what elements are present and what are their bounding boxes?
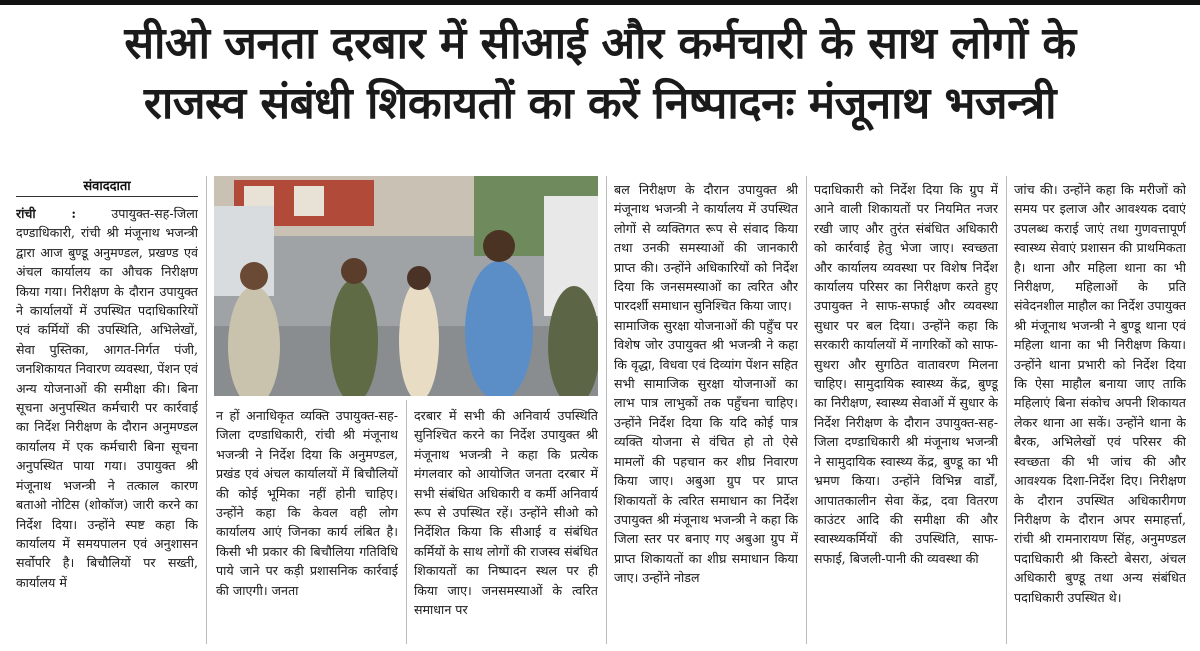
column-2-text: न हों अनाधिकृत व्यक्ति उपायुक्त-सह-जिला दण्डाधिकारी, रांची श्री मंजूनाथ भजन्त्री ने निर्देश दिया कि अनुमण्डल, प्रखंड एवं अंचल कार्यालयों में बिचौलियों की कोई भूमिका नहीं होनी चाहिए। उन्होंने कहा कि केवल वही लोग कार्यालय आएं जिनका कार्य लंबित है। किसी भी प्रकार की बिचौलिया गतिविधि पाये जाने पर कड़ी प्रशासनिक कार्रवाई की जाएगी। जनता <box>216 408 398 598</box>
column-divider <box>606 176 607 644</box>
column-divider <box>1006 176 1007 644</box>
column-divider <box>206 176 207 644</box>
article-column-5 <box>814 180 998 644</box>
headline-line-1: सीओ जनता दरबार में सीआई और कर्मचारी के साथ लोगों के <box>124 18 1076 69</box>
column-5-text: पदाधिकारी को निर्देश दिया कि ग्रुप में आने वाली शिकायतों पर नियमित नजर रखी जाए और तुरंत संबंधित अधिकारी को कार्रवाई हेतु भेजा जाए। स्वच्छता और कार्यालय व्यवस्था पर विशेष निर्देश कार्यालय परिसर का निरीक्षण करते हुए उपायुक्त ने साफ-सफाई और व्यवस्था सुधार पर बल दिया। उन्होंने कहा कि सरकारी कार्यालयों में नागरिकों को साफ-सुथरा और सुगठित वातावरण मिलना चाहिए। सामुदायिक स्वास्थ्य केंद्र, बुण्डू का निरीक्षण, स्वास्थ्य सेवाओं में सुधार के निर्देश निरीक्षण के दौरान उपायुक्त-सह-जिला दण्डाधिकारी श्री मंजूनाथ भजन्त्री ने सामुदायिक स्वास्थ्य केंद्र, बुण्डू का भी भ्रमण किया। उन्होंने विभिन्न वार्डों, आपातकालीन सेवा केंद्र, दवा वितरण काउंटर आदि की समीक्षा की और स्वास्थ्यकर्मियों की उपस्थिति, साफ-सफाई, बिजली-पानी की व्यवस्था की <box>814 182 998 566</box>
article-column-3a <box>614 180 798 644</box>
article-column-1 <box>16 204 198 644</box>
headline <box>0 14 1200 134</box>
column-1-text: उपायुक्त-सह-जिला दण्डाधिकारी, रांची श्री मंजूनाथ भजन्त्री द्वारा आज बुण्डू अनुमण्डल, प्रखण्ड एवं अंचल कार्यालय का औचक निरीक्षण किया गया। निरीक्षण के दौरान उपायुक्त ने कार्यालयों में उपस्थित पदाधिकारियों एवं कर्मियों की उपस्थिति, अभिलेखों, सेवा पुस्तिका, आगत-निर्गत पंजी, जनशिकायत निवारण व्यवस्था, पेंशन एवं अन्य योजनाओं की समीक्षा की। बिना सूचना अनुपस्थित कर्मचारी पर कार्रवाई का निर्देश निरीक्षण के दौरान अनुमण्डल कार्यालय में एक कर्मचारी बिना सूचना अनुपस्थित पाया गया। उपायुक्त श्री मंजूनाथ भजन्त्री ने तत्काल कारण बताओ नोटिस (शोकॉज) जारी करने का निर्देश दिया। उन्होंने स्पष्ट कहा कि कार्यालय में समयपालन एवं अनुशासन सर्वोपरि है। बिचौलियों पर सख्ती, कार्यालय में <box>16 206 198 590</box>
column-3b-text: दरबार में सभी की अनिवार्य उपस्थिति सुनिश्चित करने का निर्देश उपायुक्त श्री मंजूनाथ भजन्त्री ने कहा कि प्रत्येक मंगलवार को आयोजित जनता दरबार में सभी संबंधित अधिकारी व कर्मी अनिवार्य रूप से उपस्थित रहें। उन्होंने सीओ को निर्देशित किया कि सीआई व संबंधित कर्मियों के साथ लोगों की राजस्व संबंधित शिकायतों का निष्पादन स्थल पर ही किया जाए। जनसमस्याओं के त्वरित समाधान पर <box>414 408 598 618</box>
dateline: रांची : <box>16 206 77 221</box>
news-photo-image <box>214 176 598 396</box>
headline-line-2: राजस्व संबंधी शिकायतों का करें निष्पादनः मंजूनाथ भजन्त्री <box>143 78 1057 129</box>
column-4-text: सामाजिक सुरक्षा योजनाओं की पहुँच पर विशेष जोर उपायुक्त श्री भजन्त्री ने कहा कि वृद्धा, विधवा एवं दिव्यांग पेंशन सहित सभी सामाजिक सुरक्षा योजनाओं का लाभ पात्र लाभुकों तक पहुँचना चाहिए। उन्होंने निर्देश दिया कि यदि कोई पात्र व्यक्ति योजना से वंचित हो तो ऐसे मामलों की पहचान कर शीघ्र निवारण किया जाए। अबुआ ग्रुप पर प्राप्त शिकायतों के त्वरित समाधान का निर्देश उपायुक्त श्री मंजूनाथ भजन्त्री ने कहा कि जिला स्तर पर बनाए गए अबुआ ग्रुप में प्राप्त शिकायतों का शीघ्र समाधान किया जाए। उन्होंने नोडल <box>614 317 798 586</box>
column-6-text: जांच की। उन्होंने कहा कि मरीजों को समय पर इलाज और आवश्यक दवाएं उपलब्ध कराई जाएं तथा गुणवत्तापूर्ण स्वास्थ्य सेवाएं प्रशासन की प्राथमिकता है। थाना और महिला थाना का भी निरीक्षण, महिलाओं के प्रति संवेदनशील माहौल का निर्देश उपायुक्त श्री मंजूनाथ भजन्त्री ने बुण्डू थाना एवं महिला थाना का भी निरीक्षण किया। उन्होंने थाना प्रभारी को निर्देश दिया कि ऐसा माहौल बनाया जाए ताकि महिलाएं बिना संकोच अपनी शिकायत लेकर थाना आ सकें। उन्होंने थाना के बैरक, अभिलेखों एवं परिसर की स्वच्छता की भी जांच की और आवश्यक दिशा-निर्देश दिए। निरीक्षण के दौरान उपस्थित अधिकारीगण निरीक्षण के दौरान अपर समाहर्त्ता, रांची श्री रामनारायण सिंह, अनुमण्डल पदाधिकारी श्री किस्टो बेसरा, अंचल अधिकारी बुण्डू तथा अन्य संबंधित पदाधिकारी उपस्थित थे। <box>1014 182 1186 605</box>
column-divider <box>406 400 407 644</box>
article-column-6 <box>1014 180 1186 644</box>
article-column-2 <box>216 406 398 644</box>
column-divider <box>806 176 807 644</box>
column-3a-text: बल निरीक्षण के दौरान उपायुक्त श्री मंजूनाथ भजन्त्री ने कार्यालय में उपस्थित लोगों से व्यक्तिगत रूप से संवाद किया तथा उनकी समस्याओं की जानकारी प्राप्त की। उन्होंने अधिकारियों को निर्देश दिया कि जनसमस्याओं का त्वरित और पारदर्शी समाधान सुनिश्चित किया जाए। <box>614 182 798 314</box>
top-rule <box>0 0 1200 5</box>
byline: संवाददाता <box>16 176 198 197</box>
article-column-3b <box>414 406 598 644</box>
news-photo <box>214 176 598 396</box>
